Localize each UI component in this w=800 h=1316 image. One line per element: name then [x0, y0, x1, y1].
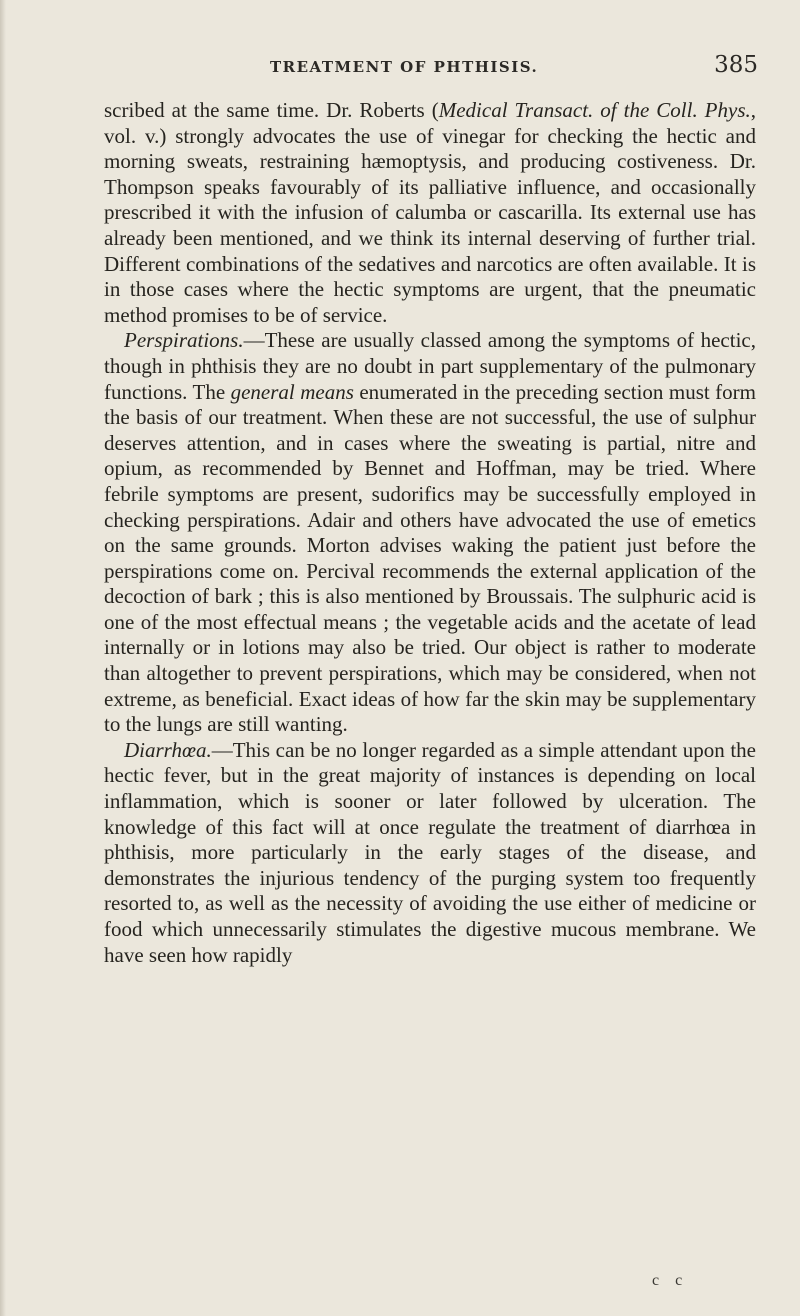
page-number: 385 [714, 52, 758, 78]
paragraph [104, 328, 756, 738]
signature-mark: c c [652, 1272, 689, 1289]
italic-text: general means [230, 379, 354, 404]
text-run: scribed at the same time. Dr. Roberts ( [104, 98, 439, 122]
text-run: —These are usually classed among the symptoms of hectic, though in phthisis they are no doubt in part supplementary of the pulmonary functions. The [104, 328, 756, 404]
paragraph [104, 98, 756, 328]
text-run: , vol. v.) strongly advocates the use of vinegar for checking the hectic and morning sweats, restraining hæmoptysis, and producing costiveness. Dr. Thompson speaks favourably of its palliative influence, and occasionally prescribed it with the infusion of calumba or cascarilla. Its external use has already been mentioned, and we think its internal deserving of further trial. Different combinations of the sedatives and narcotics are often available. It is in those cases where the hectic symptoms are urgent, that the pneumatic method promises to be of service. [104, 98, 757, 327]
italic-text: Medical Transact. of the Coll. Phys. [438, 98, 751, 122]
paragraph [104, 738, 756, 968]
running-head: TREATMENT OF PHTHISIS. [270, 58, 539, 76]
italic-text: Diarrhœa. [124, 737, 212, 762]
page-edge-shadow [0, 0, 6, 1316]
text-run: enumerated in the preceding section must form the basis of our treatment. When these are not successful, the use of sulphur deserves attention, and in cases where the sweating is partial, nitre and opium, as recommended by Bennet and Hoffman, may be tried. Where febrile symptoms are present, sudorifics may be successfully employed in checking perspirations. Adair and others have advocated the use of emetics on the same grounds. Morton advises waking the patient just before the perspirations come on. Percival recommends the external application of the decoction of bark ; this is also mentioned by Broussais. The sulphuric acid is one of the most effectual means ; the vegetable acids and the acetate of lead internally or in lotions may also be tried. Our object is rather to moderate than altogether to prevent perspirations, which may be considered, when not extreme, as beneficial. Exact ideas of how far the skin may be supplementary to the lungs are still wanting. [104, 379, 756, 737]
page-header [100, 52, 760, 92]
italic-text: Perspirations. [124, 328, 244, 353]
text-run: —This can be no longer regarded as a simple attendant upon the hectic fever, but in the great majority of instances is depending on local inflammation, which is sooner or later followed by ulceration. The knowledge of this fact will at once regulate the treatment of diarrhœa in phthisis, more particularly in the early stages of the disease, and demonstrates the injurious tendency of the purging system too frequently resorted to, as well as the necessity of avoiding the use either of medicine or food which unnecessarily stimulates the digestive mucous membrane. We have seen how rapidly [104, 737, 756, 967]
body-text [104, 98, 756, 968]
